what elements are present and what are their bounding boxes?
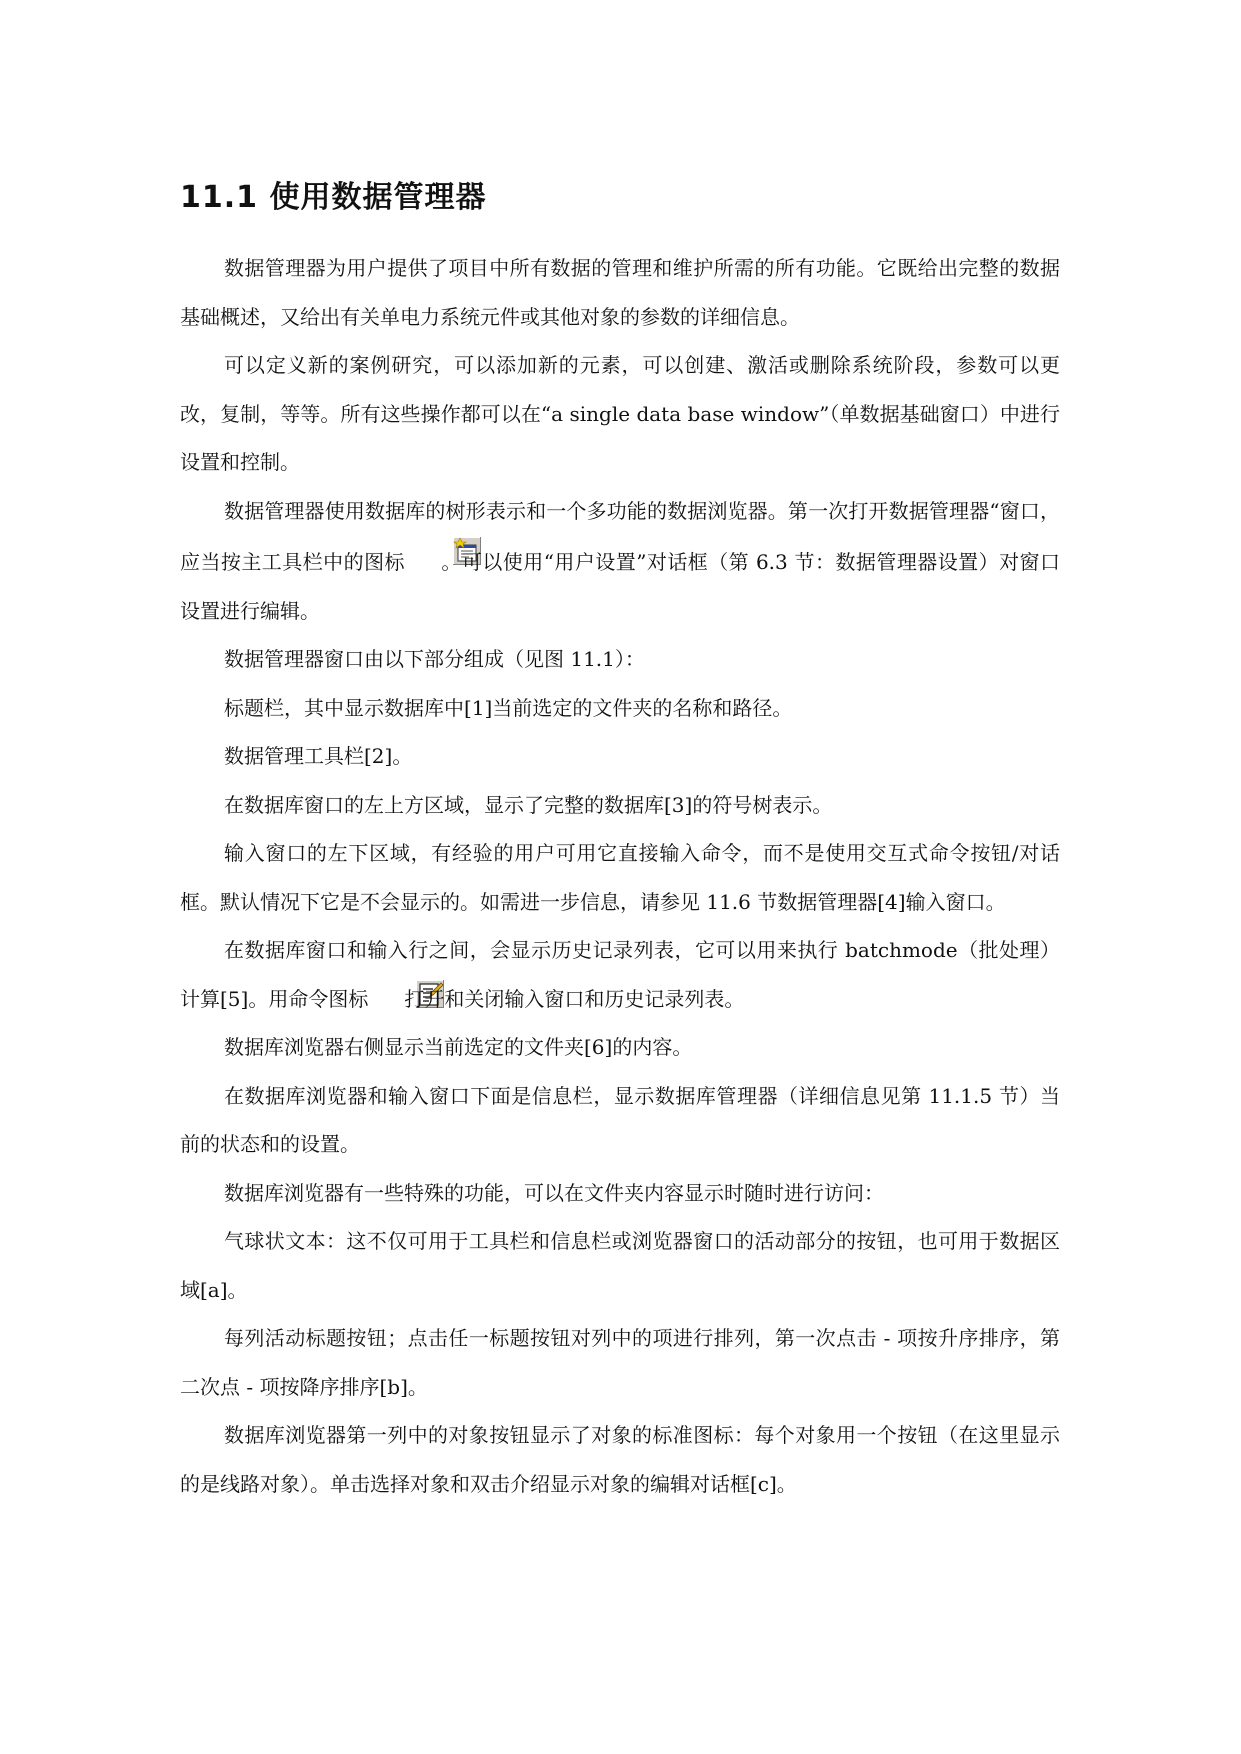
paragraph: 数据库浏览器第一列中的对象按钮显示了对象的标准图标：每个对象用一个按钮（在这里显示的是线路对象）。单击选择对象和双击介绍显示对象的编辑对话框[c]。 — [180, 1423, 1060, 1496]
data-manager-icon — [407, 535, 439, 567]
paragraph: 可以定义新的案例研究，可以添加新的元素，可以创建、激活或删除系统阶段，参数可以更改，复制，等等。所有这些操作都可以在“a single data base window”（单数据基础窗口）中进行设置和控制。 — [180, 353, 1060, 474]
paragraph-text: 。可以使用“用户设置”对话框（第 6.3 节：数据管理器设置）对窗口设置进行编辑。 — [180, 550, 1060, 623]
paragraph: 在数据库窗口的左上方区域，显示了完整的数据库[3]的符号树表示。 — [224, 792, 833, 817]
paragraph — [180, 926, 1060, 1023]
paragraph: 数据管理工具栏[2]。 — [224, 744, 413, 768]
paragraph-text: 数据管理器使用数据库的树形表示和一个多功能的数据浏览器。第一次打开数据管理器“窗口，应当按主工具栏中的图标 — [180, 498, 1060, 574]
paragraph: 数据库浏览器右侧显示当前选定的文件夹[6]的内容。 — [224, 1035, 693, 1059]
input-window-toggle-icon — [370, 978, 402, 1010]
paragraph: 每列活动标题按钮；点击任一标题按钮对列中的项进行排列，第一次点击 - 项按升序排序，第二次点 - 项按降序排序[b]。 — [180, 1326, 1060, 1399]
paragraph-text: 打开和关闭输入窗口和历史记录列表。 — [404, 986, 745, 1011]
paragraph: 数据库浏览器有一些特殊的功能，可以在文件夹内容显示时随时进行访问： — [224, 1180, 884, 1205]
paragraph: 数据管理器窗口由以下部分组成（见图 11.1）： — [224, 647, 645, 671]
paragraph-text: 在数据库窗口和输入行之间，会显示历史记录列表，它可以用来执行 batchmode（批处理）计算[5]。用命令图标 — [180, 938, 1060, 1011]
paragraph: 气球状文本：这不仅可用于工具栏和信息栏或浏览器窗口的活动部分的按钮，也可用于数据区域[a]。 — [180, 1229, 1060, 1302]
paragraph: 在数据库浏览器和输入窗口下面是信息栏，显示数据库管理器（详细信息见第 11.1.5 节）当前的状态和的设置。 — [180, 1083, 1060, 1156]
paragraph — [180, 487, 1060, 636]
paragraph: 输入窗口的左下区域，有经验的用户可用它直接输入命令，而不是使用交互式命令按钮/对话框。默认情况下它是不会显示的。如需进一步信息，请参见 11.6 节数据管理器[4]输入窗口。 — [180, 841, 1060, 914]
paragraph: 数据管理器为用户提供了项目中所有数据的管理和维护所需的所有功能。它既给出完整的数据基础概述，又给出有关单电力系统元件或其他对象的参数的详细信息。 — [180, 256, 1060, 329]
section-title: 11.1 使用数据管理器 — [180, 180, 487, 215]
body-text — [180, 244, 1060, 1508]
paragraph: 标题栏，其中显示数据库中[1]当前选定的文件夹的名称和路径。 — [224, 695, 793, 720]
